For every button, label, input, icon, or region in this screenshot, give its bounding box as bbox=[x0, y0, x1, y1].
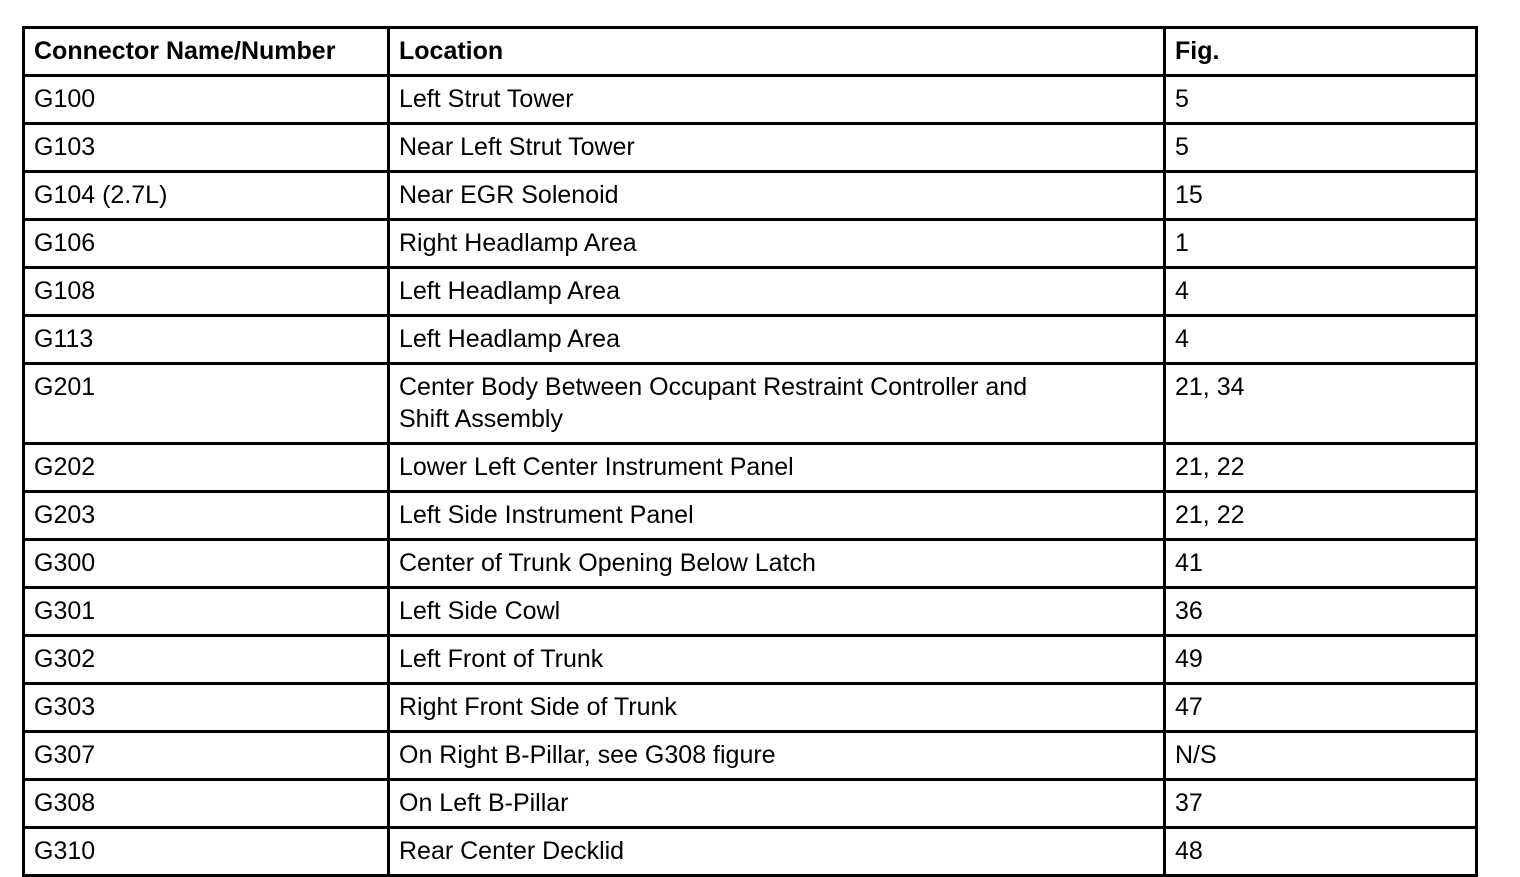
cell-location bbox=[389, 684, 1165, 732]
location-line: Left Strut Tower bbox=[399, 85, 574, 113]
cell-fig: 15 bbox=[1165, 172, 1477, 220]
cell-connector: G103 bbox=[24, 124, 389, 172]
location-line: Right Front Side of Trunk bbox=[399, 693, 677, 721]
cell-fig: 36 bbox=[1165, 588, 1477, 636]
cell-connector: G307 bbox=[24, 732, 389, 780]
cell-connector: G113 bbox=[24, 316, 389, 364]
connector-location-table-wrap bbox=[22, 26, 1478, 877]
table-row bbox=[24, 684, 1477, 732]
location-line: On Right B-Pillar, see G308 figure bbox=[399, 741, 776, 769]
cell-fig: 37 bbox=[1165, 780, 1477, 828]
cell-connector: G301 bbox=[24, 588, 389, 636]
location-line: Right Headlamp Area bbox=[399, 229, 637, 257]
cell-location bbox=[389, 732, 1165, 780]
cell-location bbox=[389, 828, 1165, 876]
cell-fig: N/S bbox=[1165, 732, 1477, 780]
table-row bbox=[24, 636, 1477, 684]
location-line: Left Headlamp Area bbox=[399, 277, 620, 305]
cell-connector: G203 bbox=[24, 492, 389, 540]
location-line: Left Side Instrument Panel bbox=[399, 501, 694, 529]
location-line: Near EGR Solenoid bbox=[399, 181, 619, 209]
cell-location bbox=[389, 124, 1165, 172]
table-row bbox=[24, 124, 1477, 172]
cell-location bbox=[389, 588, 1165, 636]
location-line: Left Headlamp Area bbox=[399, 325, 620, 353]
header-connector: Connector Name/Number bbox=[24, 28, 389, 76]
cell-fig: 4 bbox=[1165, 268, 1477, 316]
cell-fig: 21, 34 bbox=[1165, 364, 1477, 444]
table-row bbox=[24, 444, 1477, 492]
cell-fig: 48 bbox=[1165, 828, 1477, 876]
cell-location bbox=[389, 364, 1165, 444]
cell-fig: 21, 22 bbox=[1165, 444, 1477, 492]
cell-fig: 4 bbox=[1165, 316, 1477, 364]
cell-connector: G308 bbox=[24, 780, 389, 828]
table-row bbox=[24, 172, 1477, 220]
table-row bbox=[24, 220, 1477, 268]
cell-connector: G106 bbox=[24, 220, 389, 268]
cell-connector: G310 bbox=[24, 828, 389, 876]
cell-fig: 5 bbox=[1165, 76, 1477, 124]
cell-connector: G202 bbox=[24, 444, 389, 492]
table-row bbox=[24, 540, 1477, 588]
table-header-row bbox=[24, 28, 1477, 76]
header-fig: Fig. bbox=[1165, 28, 1477, 76]
table-row bbox=[24, 732, 1477, 780]
cell-connector: G108 bbox=[24, 268, 389, 316]
cell-connector: G201 bbox=[24, 364, 389, 444]
cell-location bbox=[389, 316, 1165, 364]
cell-connector: G303 bbox=[24, 684, 389, 732]
cell-fig: 21, 22 bbox=[1165, 492, 1477, 540]
location-line: On Left B-Pillar bbox=[399, 789, 569, 817]
cell-connector: G300 bbox=[24, 540, 389, 588]
cell-location bbox=[389, 492, 1165, 540]
location-line: Lower Left Center Instrument Panel bbox=[399, 453, 794, 481]
cell-connector: G100 bbox=[24, 76, 389, 124]
cell-location bbox=[389, 780, 1165, 828]
location-line: Near Left Strut Tower bbox=[399, 133, 635, 161]
location-line: Center of Trunk Opening Below Latch bbox=[399, 549, 816, 577]
cell-connector: G104 (2.7L) bbox=[24, 172, 389, 220]
cell-fig: 47 bbox=[1165, 684, 1477, 732]
table-row bbox=[24, 268, 1477, 316]
cell-location bbox=[389, 268, 1165, 316]
location-line: Rear Center Decklid bbox=[399, 837, 625, 865]
cell-location bbox=[389, 172, 1165, 220]
cell-location bbox=[389, 540, 1165, 588]
location-line: Shift Assembly bbox=[399, 405, 563, 433]
cell-location bbox=[389, 444, 1165, 492]
table-row bbox=[24, 364, 1477, 444]
table-row bbox=[24, 76, 1477, 124]
cell-location bbox=[389, 76, 1165, 124]
connector-location-table bbox=[22, 26, 1478, 877]
header-location: Location bbox=[389, 28, 1165, 76]
table-row bbox=[24, 780, 1477, 828]
cell-fig: 49 bbox=[1165, 636, 1477, 684]
table-row bbox=[24, 492, 1477, 540]
table-row bbox=[24, 828, 1477, 876]
cell-location bbox=[389, 636, 1165, 684]
location-line: Left Front of Trunk bbox=[399, 645, 604, 673]
cell-fig: 41 bbox=[1165, 540, 1477, 588]
table-row bbox=[24, 316, 1477, 364]
cell-fig: 1 bbox=[1165, 220, 1477, 268]
location-line: Center Body Between Occupant Restraint Controller and bbox=[399, 373, 1028, 401]
cell-fig: 5 bbox=[1165, 124, 1477, 172]
table-body bbox=[24, 76, 1477, 876]
table-row bbox=[24, 588, 1477, 636]
cell-connector: G302 bbox=[24, 636, 389, 684]
location-line: Left Side Cowl bbox=[399, 597, 561, 625]
cell-location bbox=[389, 220, 1165, 268]
